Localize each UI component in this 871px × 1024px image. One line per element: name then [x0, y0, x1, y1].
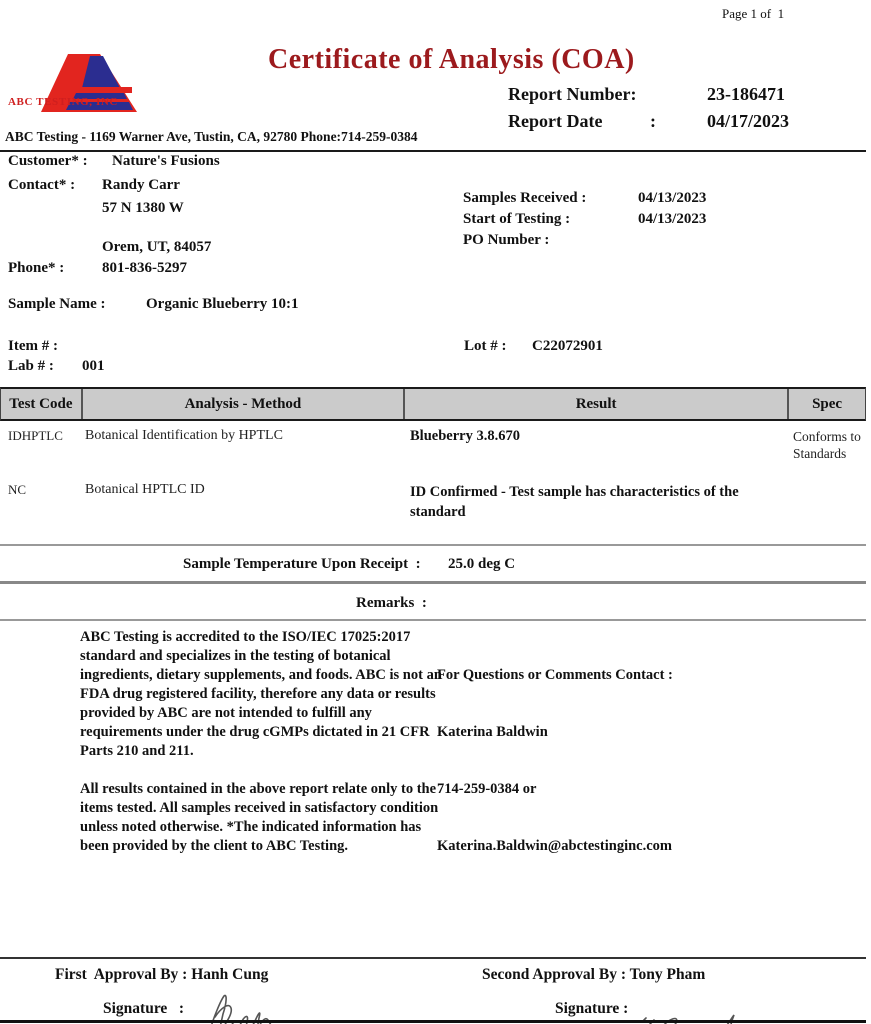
report-date-label: Report Date: [508, 111, 603, 131]
lot-number-label: Lot # :: [464, 338, 507, 354]
report-date-colon: :: [650, 111, 656, 131]
analysis-method-cell: Botanical HPTLC ID: [85, 482, 205, 497]
logo-company-name: ABC TESTING, INC: [8, 96, 118, 108]
second-approval-label: Second Approval By : Tony Pham: [482, 966, 706, 983]
start-testing-label: Start of Testing :: [463, 211, 571, 227]
sample-name-label: Sample Name :: [8, 296, 106, 312]
page-number-label: Page 1 of 1: [722, 6, 785, 21]
phone-label: Phone* :: [8, 260, 65, 276]
samples-received-value: 04/13/2023: [638, 190, 707, 206]
divider-remarks: [0, 619, 866, 621]
result-cell: Blueberry 3.8.670: [410, 428, 520, 444]
result-cell: ID Confirmed - Test sample has characteristics of the standard: [410, 484, 739, 520]
customer-address-line1: 57 N 1380 W: [102, 200, 184, 216]
customer-label: Customer* :: [8, 153, 88, 169]
first-signature-label: Signature :: [103, 1000, 185, 1017]
phone-value: 801-836-5297: [102, 260, 187, 276]
spec-cell: Conforms to Standards: [793, 429, 861, 461]
divider-page-bottom: [0, 1020, 866, 1023]
lab-number-value: 001: [82, 358, 105, 374]
contact-label: Contact* :: [8, 177, 76, 193]
divider-temperature-top: [0, 544, 866, 546]
contact-heading: For Questions or Comments Contact :: [437, 667, 673, 683]
sample-name-value: Organic Blueberry 10:1: [146, 296, 299, 312]
customer-name: Nature's Fusions: [112, 153, 220, 169]
samples-received-label: Samples Received :: [463, 190, 587, 206]
contact-email: Katerina.Baldwin@abctestinginc.com: [437, 838, 673, 854]
analysis-method-cell: Botanical Identification by HPTLC: [85, 428, 283, 443]
divider-temperature-bottom: [0, 581, 866, 584]
remarks-paragraph-disclaimer: All results contained in the above report relate only to the items tested. All samples received in satisfactory condition unless noted otherwise. *The indicated information has been provided by the client to ABC Testing.: [80, 781, 439, 854]
contact-name: Randy Carr: [102, 177, 180, 193]
start-testing-value: 04/13/2023: [638, 211, 707, 227]
report-number-label: Report Number:: [508, 84, 637, 104]
lab-address: ABC Testing - 1169 Warner Ave, Tustin, CA, 92780 Phone:714-259-0384: [5, 129, 418, 144]
remarks-label: Remarks :: [356, 595, 427, 611]
results-table-header: [0, 387, 866, 421]
first-signature-handwriting: [185, 972, 326, 1024]
lot-number-value: C22072901: [532, 338, 603, 354]
contact-phone: 714-259-0384 or: [437, 781, 537, 797]
lab-number-label: Lab # :: [8, 358, 54, 374]
contact-person: Katerina Baldwin: [437, 724, 548, 740]
report-date-value: 04/17/2023: [707, 111, 790, 131]
test-code-cell: NC: [8, 482, 27, 497]
page-title: Certificate of Analysis (COA): [268, 44, 635, 75]
column-header-test-code: Test Code: [1, 389, 83, 419]
report-number-value: 23-186471: [707, 84, 785, 104]
item-number-label: Item # :: [8, 338, 58, 354]
sample-temperature-label: Sample Temperature Upon Receipt :: [183, 556, 421, 572]
second-signature-label: Signature :: [555, 1000, 629, 1017]
divider-header: [0, 150, 866, 152]
first-approval-label: First Approval By : Hanh Cung: [55, 966, 269, 983]
divider-approvals: [0, 957, 866, 959]
test-code-cell: IDHPTLC: [8, 428, 63, 443]
customer-address-line2: Orem, UT, 84057: [102, 239, 212, 255]
abc-testing-logo-icon: [24, 36, 140, 137]
sample-temperature-value: 25.0 deg C: [448, 556, 516, 572]
remarks-paragraph-accreditation: ABC Testing is accredited to the ISO/IEC 17025:2017 standard and specializes in the testing of botanical ingredients, dietary supplements, and foods. ABC is not an FDA drug registered facility, therefore any data or results provided by ABC are not intended to fulfill any requirements under the drug cGMPs dictated in 21 CFR Parts 210 and 211.: [80, 629, 442, 759]
po-number-label: PO Number :: [463, 232, 550, 248]
column-header-analysis-method: Analysis - Method: [83, 389, 405, 419]
column-header-result: Result: [405, 389, 789, 419]
column-header-spec: Spec: [812, 395, 843, 412]
questions-contact-block: [437, 628, 673, 894]
